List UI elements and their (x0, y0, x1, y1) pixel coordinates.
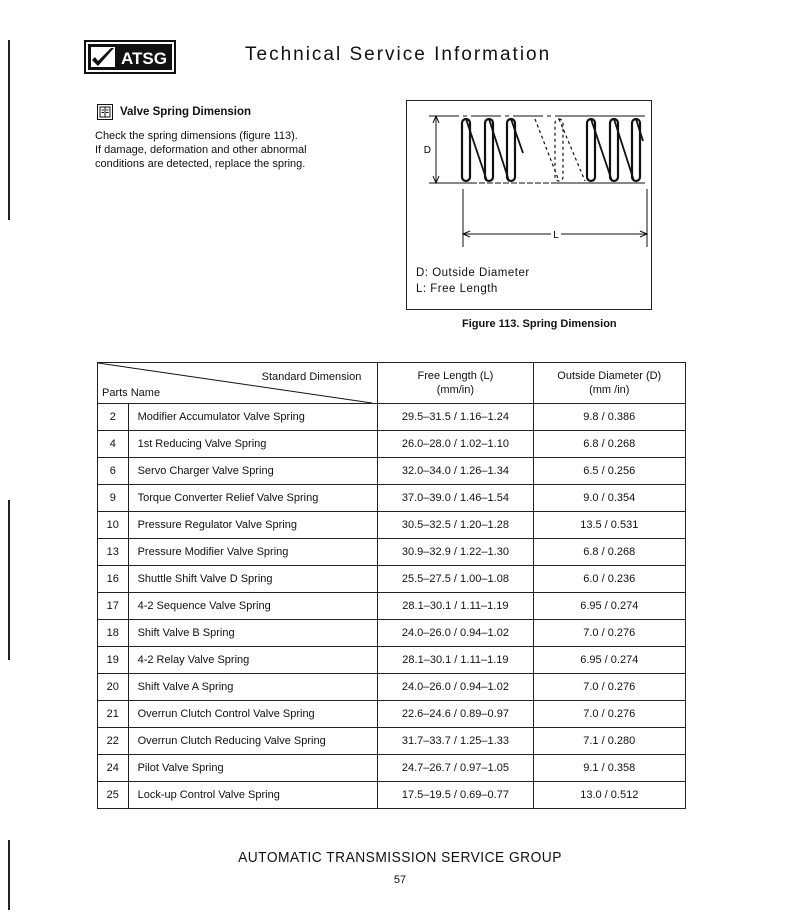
header-free-length-title: Free Length (L) (417, 370, 494, 382)
table-row (98, 539, 686, 566)
header-standard-dimension: Standard Dimension (261, 371, 362, 383)
row-number: 19 (98, 647, 129, 674)
part-name: Pressure Regulator Valve Spring (128, 512, 378, 539)
free-length-value: 29.5–31.5 / 1.16–1.24 (378, 404, 533, 431)
part-name: Shift Valve A Spring (128, 674, 378, 701)
outside-diameter-value: 7.0 / 0.276 (533, 620, 685, 647)
table-row (98, 674, 686, 701)
free-length-value: 31.7–33.7 / 1.25–1.33 (378, 728, 533, 755)
legend-outside-diameter: D: Outside Diameter (416, 267, 530, 279)
free-length-value: 24.7–26.7 / 0.97–1.05 (378, 755, 533, 782)
free-length-value: 37.0–39.0 / 1.46–1.54 (378, 485, 533, 512)
table-row (98, 512, 686, 539)
book-icon (97, 104, 113, 120)
table-row (98, 755, 686, 782)
free-length-value: 24.0–26.0 / 0.94–1.02 (378, 674, 533, 701)
body-line: conditions are detected, replace the spring. (95, 158, 306, 170)
table-row (98, 647, 686, 674)
outside-diameter-value: 6.5 / 0.256 (533, 458, 685, 485)
part-name: Modifier Accumulator Valve Spring (128, 404, 378, 431)
part-name: 4-2 Sequence Valve Spring (128, 593, 378, 620)
row-number: 25 (98, 782, 129, 809)
outside-diameter-value: 7.1 / 0.280 (533, 728, 685, 755)
row-number: 13 (98, 539, 129, 566)
body-line: If damage, deformation and other abnormal (95, 144, 307, 156)
outside-diameter-value: 7.0 / 0.276 (533, 701, 685, 728)
row-number: 10 (98, 512, 129, 539)
spring-spec-table (97, 362, 686, 809)
part-name: Lock-up Control Valve Spring (128, 782, 378, 809)
free-length-value: 28.1–30.1 / 1.11–1.19 (378, 593, 533, 620)
table-row (98, 404, 686, 431)
free-length-value: 32.0–34.0 / 1.26–1.34 (378, 458, 533, 485)
row-number: 22 (98, 728, 129, 755)
row-number: 18 (98, 620, 129, 647)
legend-free-length: L: Free Length (416, 283, 498, 295)
free-length-value: 17.5–19.5 / 0.69–0.77 (378, 782, 533, 809)
outside-diameter-value: 9.0 / 0.354 (533, 485, 685, 512)
table-row (98, 431, 686, 458)
outside-diameter-value: 6.8 / 0.268 (533, 431, 685, 458)
part-name: Overrun Clutch Control Valve Spring (128, 701, 378, 728)
part-name: Shuttle Shift Valve D Spring (128, 566, 378, 593)
section-body-text (95, 129, 345, 171)
row-number: 20 (98, 674, 129, 701)
outside-diameter-value: 13.5 / 0.531 (533, 512, 685, 539)
part-name: Shift Valve B Spring (128, 620, 378, 647)
footer-organization: AUTOMATIC TRANSMISSION SERVICE GROUP (238, 849, 562, 866)
header-outside-diameter-title: Outside Diameter (D) (557, 370, 662, 382)
part-name: Pressure Modifier Valve Spring (128, 539, 378, 566)
l-label: L (553, 230, 559, 241)
row-number: 21 (98, 701, 129, 728)
free-length-value: 30.9–32.9 / 1.22–1.30 (378, 539, 533, 566)
free-length-value: 26.0–28.0 / 1.02–1.10 (378, 431, 533, 458)
header-free-length (378, 363, 533, 404)
free-length-value: 28.1–30.1 / 1.11–1.19 (378, 647, 533, 674)
table-row (98, 458, 686, 485)
row-number: 4 (98, 431, 129, 458)
table-row (98, 593, 686, 620)
row-number: 24 (98, 755, 129, 782)
page-number: 57 (393, 874, 407, 886)
svg-text:ATSG: ATSG (121, 49, 167, 68)
scan-edge-mark (8, 500, 10, 660)
outside-diameter-value: 9.1 / 0.358 (533, 755, 685, 782)
row-number: 17 (98, 593, 129, 620)
table-row (98, 620, 686, 647)
page-header-title: Technical Service Information (245, 44, 552, 65)
part-name: Overrun Clutch Reducing Valve Spring (128, 728, 378, 755)
free-length-value: 22.6–24.6 / 0.89–0.97 (378, 701, 533, 728)
table-row (98, 782, 686, 809)
table-row (98, 701, 686, 728)
part-name: 4-2 Relay Valve Spring (128, 647, 378, 674)
header-parts-name: Parts Name (102, 387, 161, 399)
table-header-row (98, 363, 686, 404)
spring-dimension-figure (406, 100, 652, 310)
header-outside-diameter (533, 363, 685, 404)
scan-edge-mark (8, 40, 10, 220)
header-outside-diameter-unit: (mm /in) (589, 384, 630, 396)
outside-diameter-value: 6.95 / 0.274 (533, 593, 685, 620)
header-free-length-unit: (mm/in) (436, 384, 475, 396)
part-name: Servo Charger Valve Spring (128, 458, 378, 485)
table-body (98, 404, 686, 809)
part-name: 1st Reducing Valve Spring (128, 431, 378, 458)
outside-diameter-value: 9.8 / 0.386 (533, 404, 685, 431)
free-length-value: 25.5–27.5 / 1.00–1.08 (378, 566, 533, 593)
free-length-value: 30.5–32.5 / 1.20–1.28 (378, 512, 533, 539)
outside-diameter-value: 13.0 / 0.512 (533, 782, 685, 809)
header-corner-cell (98, 363, 378, 404)
outside-diameter-value: 7.0 / 0.276 (533, 674, 685, 701)
table-row (98, 485, 686, 512)
table-row (98, 566, 686, 593)
atsg-logo (84, 40, 176, 74)
part-name: Torque Converter Relief Valve Spring (128, 485, 378, 512)
figure-caption: Figure 113. Spring Dimension (462, 318, 617, 330)
outside-diameter-value: 6.95 / 0.274 (533, 647, 685, 674)
d-label: D (423, 145, 431, 156)
section-heading: Valve Spring Dimension (120, 106, 252, 118)
part-name: Pilot Valve Spring (128, 755, 378, 782)
row-number: 16 (98, 566, 129, 593)
row-number: 2 (98, 404, 129, 431)
table-row (98, 728, 686, 755)
row-number: 9 (98, 485, 129, 512)
outside-diameter-value: 6.0 / 0.236 (533, 566, 685, 593)
body-line: Check the spring dimensions (figure 113). (95, 130, 298, 142)
free-length-value: 24.0–26.0 / 0.94–1.02 (378, 620, 533, 647)
spring-diagram (407, 101, 651, 261)
outside-diameter-value: 6.8 / 0.268 (533, 539, 685, 566)
row-number: 6 (98, 458, 129, 485)
